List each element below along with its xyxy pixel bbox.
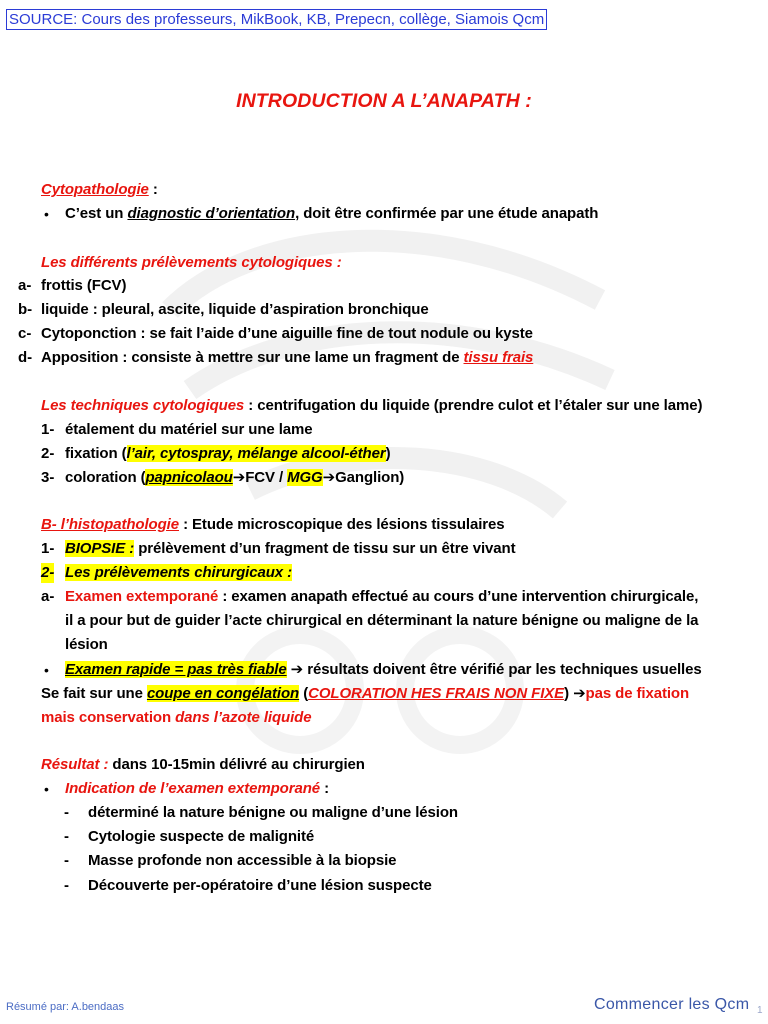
dash-icon: - — [64, 804, 69, 821]
technique-item: coloration (papnicolaou➔FCV / MGG➔Ganglion) — [65, 469, 405, 486]
arrow-icon: ➔ — [322, 469, 336, 486]
indication-item: Masse profonde non accessible à la biopsie — [88, 852, 397, 869]
page-number: 1 — [757, 1005, 763, 1016]
pas-de-fixation: pas de fixation — [585, 685, 690, 702]
diagnostic-orientation: diagnostic d’orientation — [127, 205, 296, 222]
biopsie-item: BIOPSIE : prélèvement d’un fragment de tissu sur un être vivant — [65, 540, 516, 557]
list-label-a: a- — [41, 588, 55, 605]
indication-line: Indication de l’examen extemporané : — [65, 780, 329, 797]
list-label-b: b- — [18, 301, 33, 318]
extemporane-heading: Examen extemporané — [65, 588, 219, 605]
start-qcm-button[interactable]: Commencer les Qcm — [594, 996, 750, 1013]
congelation-line: Se fait sur une coupe en congélation (COLORATION HES FRAIS NON FIXE) ➔pas de fixation — [41, 685, 690, 702]
chirurgicaux-highlight: Les prélèvements chirurgicaux : — [65, 564, 292, 581]
list-label-2: 2- — [41, 564, 55, 581]
biopsie-highlight: BIOPSIE : — [65, 540, 135, 557]
arrow-icon: ➔ — [232, 469, 246, 486]
list-label-d: d- — [18, 349, 33, 366]
indication-heading: Indication de l’examen extemporané — [65, 780, 321, 797]
extemporane-line3: lésion — [65, 636, 108, 653]
examen-rapide-line: Examen rapide = pas très fiable ➔ résultats doivent être vérifié par les techniques usuelles — [65, 661, 702, 678]
techniques-heading: Les techniques cytologiques — [41, 397, 245, 414]
list-label-1: 1- — [41, 421, 55, 438]
techniques-heading-line: Les techniques cytologiques : centrifugation du liquide (prendre culot et l’étaler sur une lame) — [41, 397, 703, 414]
azote-line: mais conservation dans l’azote liquide — [41, 709, 312, 726]
azote-liquide: dans l’azote liquide — [175, 709, 312, 726]
indication-item: déterminé la nature bénigne ou maligne d’une lésion — [88, 804, 458, 821]
examen-rapide-highlight: Examen rapide = pas très fiable — [65, 661, 287, 678]
prelevement-item: frottis (FCV) — [41, 277, 127, 294]
papnicolaou-highlight: papnicolaou — [145, 469, 233, 486]
dash-icon: - — [64, 828, 69, 845]
technique-item: étalement du matériel sur une lame — [65, 421, 313, 438]
coloration-hes: COLORATION HES FRAIS NON FIXE — [308, 685, 565, 702]
list-label-a: a- — [18, 277, 32, 294]
arrow-icon: ➔ — [290, 661, 304, 678]
histo-heading-line: B- l’histopathologie : Etude microscopique des lésions tissulaires — [41, 516, 505, 533]
tissu-frais: tissu frais — [463, 349, 534, 366]
indication-item: Cytologie suspecte de malignité — [88, 828, 315, 845]
cytopathologie-heading-line: Cytopathologie : — [41, 181, 158, 198]
cytopathologie-bullet: C’est un diagnostic d’orientation, doit être confirmée par une étude anapath — [65, 205, 599, 222]
extemporane-line2: il a pour but de guider l’acte chirurgical en déterminant la nature bénigne ou maligne de la — [65, 612, 699, 629]
cytopathologie-heading: Cytopathologie — [41, 181, 149, 198]
technique-item: fixation (l’air, cytospray, mélange alcool-éther) — [65, 445, 391, 462]
chirurgicaux-item — [65, 563, 292, 583]
list-label-1: 1- — [41, 540, 55, 557]
page-title: INTRODUCTION A L’ANAPATH : — [236, 90, 532, 112]
dash-icon: - — [64, 877, 69, 894]
mgg-highlight: MGG — [287, 469, 323, 486]
list-label-3: 3- — [41, 469, 55, 486]
list-label-2: 2- — [41, 445, 55, 462]
coupe-congelation-highlight: coupe en congélation — [146, 685, 300, 702]
resultat-heading: Résultat : — [41, 756, 109, 773]
dash-icon: - — [64, 852, 69, 869]
bullet-icon: • — [44, 662, 49, 678]
prelevement-item: Cytoponction : se fait l’aide d’une aiguille fine de tout nodule ou kyste — [41, 325, 533, 342]
prelevement-item: liquide : pleural, ascite, liquide d’aspiration bronchique — [41, 301, 429, 318]
author-credit: Résumé par: A.bendaas — [6, 1001, 125, 1013]
resultat-line: Résultat : dans 10-15min délivré au chirurgien — [41, 756, 365, 773]
extemporane-line1: Examen extemporané : examen anapath effectué au cours d’une intervention chirurgicale, — [65, 588, 699, 605]
fixation-highlight: l’air, cytospray, mélange alcool-éther — [126, 445, 386, 462]
bullet-icon: • — [44, 206, 49, 222]
source-link[interactable]: SOURCE: Cours des professeurs, MikBook, KB, Prepecn, collège, Siamois Qcm — [6, 9, 547, 30]
bullet-icon: • — [44, 781, 49, 797]
list-label-c: c- — [18, 325, 32, 342]
indication-item: Découverte per-opératoire d’une lésion suspecte — [88, 877, 432, 894]
prelevement-item: Apposition : consiste à mettre sur une lame un fragment de tissu frais — [41, 349, 534, 366]
histo-heading: B- l’histopathologie — [41, 516, 179, 533]
arrow-icon: ➔ — [573, 685, 586, 702]
prelevements-heading: Les différents prélèvements cytologiques : — [41, 254, 342, 271]
